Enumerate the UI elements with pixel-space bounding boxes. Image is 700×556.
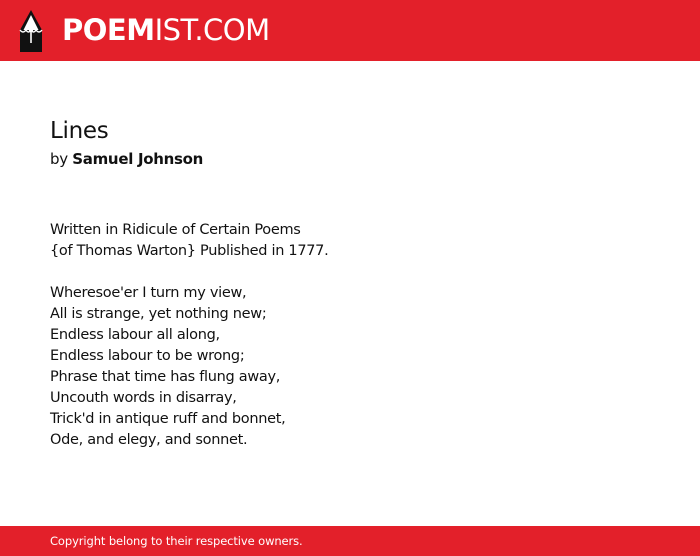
- poem-intro-line: Written in Ridicule of Certain Poems: [50, 222, 301, 238]
- poem-byline: [50, 148, 650, 170]
- poem-verse-line: Uncouth words in disarray,: [50, 390, 237, 406]
- footer-copyright: Copyright belong to their respective owners.: [50, 534, 303, 548]
- poem-verse-line: Trick'd in antique ruff and bonnet,: [50, 411, 286, 427]
- poem-content: [50, 116, 650, 451]
- poem-verse-line: Ode, and elegy, and sonnet.: [50, 432, 248, 448]
- site-header: [0, 0, 700, 61]
- site-logo-text: [62, 13, 270, 47]
- stanza-break: [50, 262, 650, 283]
- poem-intro-line: {of Thomas Warton} Published in 1777.: [50, 243, 329, 259]
- author-link[interactable]: Samuel Johnson: [72, 150, 204, 168]
- site-logo-link[interactable]: [18, 10, 270, 52]
- poem-title: Lines: [50, 118, 109, 144]
- site-footer: [0, 526, 700, 556]
- poem-verse-line: Endless labour to be wrong;: [50, 348, 245, 364]
- poem-body: [50, 220, 650, 451]
- by-label: by: [50, 150, 68, 168]
- poem-verse-line: Wheresoe'er I turn my view,: [50, 285, 247, 301]
- poem-verse-line: All is strange, yet nothing new;: [50, 306, 267, 322]
- logo-text-strong: POEM: [62, 13, 155, 47]
- poem-verse-line: Phrase that time has flung away,: [50, 369, 281, 385]
- logo-text-light: IST.COM: [154, 13, 270, 47]
- poem-verse-line: Endless labour all along,: [50, 327, 220, 343]
- pen-nib-icon: [18, 10, 44, 52]
